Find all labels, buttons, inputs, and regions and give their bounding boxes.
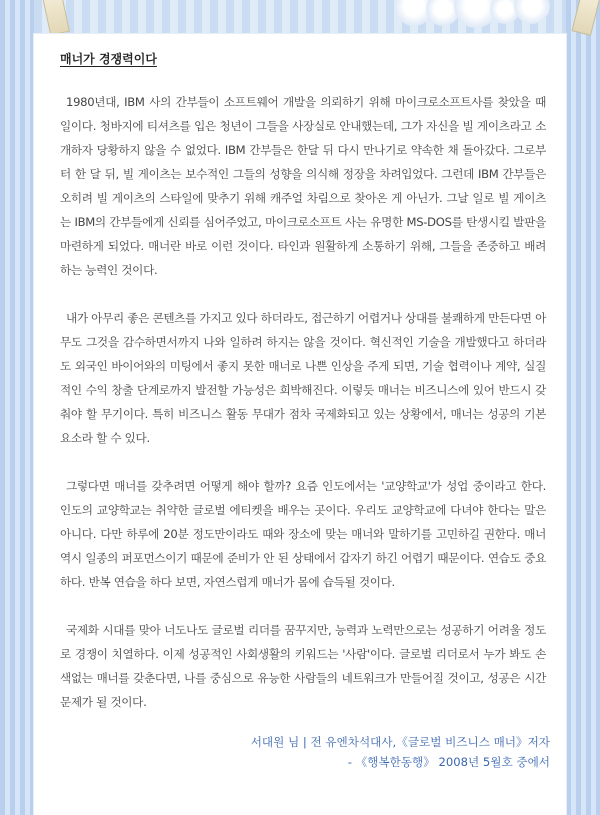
paper-tag-decoration	[42, 0, 70, 36]
article-paragraph: 국제화 시대를 맞아 너도나도 글로벌 리더를 꿈꾸지만, 능력과 노력만으로는 성공하기 어려울 정도로 경쟁이 치열하다. 이제 성공적인 사회생활의 키워드는 '사람'이다. 글로벌 리더로서 누가 봐도 손색없는 매너를 갖춘다면, 나를 중심으로 유능한 사람들의 네트워크가 만들어질 것이고, 성공은 시간 문제가 될 것이다.	[60, 623, 546, 709]
article-title: 매너가 경쟁력이다	[60, 52, 157, 66]
article-paragraph: 그렇다면 매너를 갖추려면 어떻게 해야 할까? 요즘 인도에서는 '교양학교'가 성업 중이라고 한다. 인도의 교양학교는 취약한 글로벌 에티켓을 배우는 곳이다. 우리도 교양학교에 다녀야 한다는 말은 아니다. 다만 하루에 20분 정도만이라도 때와 장소에 맞는 매너와 말하기를 고민하길 권한다. 매너 역시 일종의 퍼포먼스이기 때문에 준비가 안 된 상태에서 갑자기 하긴 어렵기 때문이다. 연습도 중요하다. 반복 연습을 하다 보면, 자연스럽게 매너가 몸에 습득될 것이다.	[60, 479, 546, 589]
credit-author: 서대원 님 | 전 유엔차석대사,《글로벌 비즈니스 매너》저자	[250, 735, 550, 749]
article-paragraph: 내가 아무리 좋은 콘텐츠를 가지고 있다 하더라도, 접근하기 어렵거나 상대를 불쾌하게 만든다면 아무도 그것을 감수하면서까지 나와 일하려 하지는 않을 것이다. 혁신적인 기술을 개발했다고 하더라도 외국인 바이어와의 미팅에서 좋지 못한 매너로 나쁜 인상을 주게 되면, 기술 협력이나 계약, 실질적인 수익 창출 단계로까지 발전할 가능성은 희박해진다. 이렇듯 매너는 비즈니스에 있어 반드시 갖춰야 할 무기이다. 특히 비즈니스 활동 무대가 점차 국제화되고 있는 상황에서, 매너는 성공의 기본 요소라 할 수 있다.	[60, 311, 546, 445]
article-card	[34, 34, 566, 815]
article-paragraph: 1980년대, IBM 사의 간부들이 소프트웨어 개발을 의뢰하기 위해 마이크로소프트사를 찾았을 때 일이다. 청바지에 티셔츠를 입은 청년이 그들을 사장실로 안내했는데, 그가 자신을 빌 게이츠라고 소개하자 당황하지 않을 수 없었다. IBM 간부들은 한달 뒤 다시 만나기로 약속한 채 돌아갔다. 그로부터 한 달 뒤, 빌 게이츠는 보수적인 그들의 성향을 의식해 정장을 차려입었다. 그런데 IBM 간부들은 오히려 빌 게이츠의 스타일에 맞추기 위해 캐주얼 차림으로 찾아온 게 아닌가. 그날 일로 빌 게이츠는 IBM의 간부들에게 신뢰를 심어주었고, 마이크로소프트 사는 유명한 MS-DOS를 탄생시킬 발판을 마련하게 되었다. 매너란 바로 이런 것이다. 타인과 원활하게 소통하기 위해, 그들을 존중하고 배려하는 능력인 것이다.	[60, 95, 546, 277]
left-decorative-strip	[0, 0, 34, 815]
article-credit	[70, 732, 550, 772]
right-decorative-strip	[566, 0, 600, 815]
article-body	[60, 90, 546, 714]
credit-source: - 《행복한동행》 2008년 5월호 중에서	[347, 755, 550, 769]
flower-decoration	[514, 0, 550, 24]
